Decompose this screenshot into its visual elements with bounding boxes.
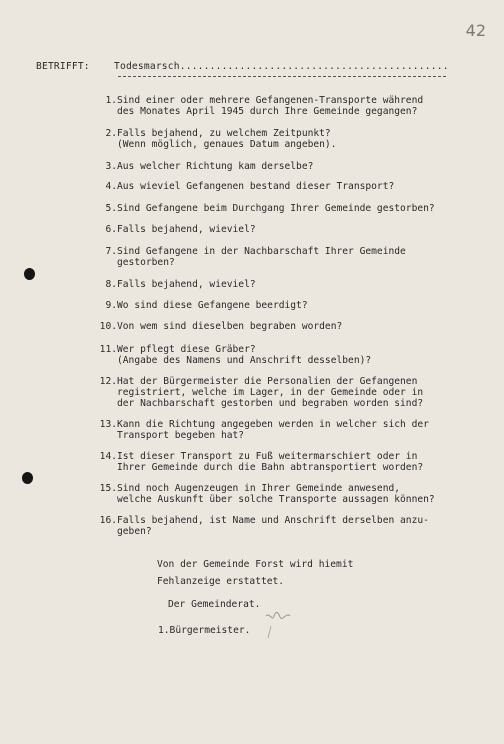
question-line: registriert, welche im Lager, in der Gemeinde oder in <box>117 387 424 398</box>
question-number: 5. <box>105 203 117 214</box>
question-number: 8. <box>105 279 117 290</box>
question-line: (Wenn möglich, genaues Datum angeben). <box>117 139 337 150</box>
handwritten-signature <box>262 608 296 642</box>
question-number: 14. <box>99 451 117 462</box>
question-item <box>88 515 468 537</box>
question-line: Transport begeben hat? <box>117 430 245 441</box>
question-item <box>88 321 468 332</box>
question-item <box>88 300 468 311</box>
question-line: geben? <box>117 526 152 537</box>
question-number: 9. <box>105 300 117 311</box>
question-line: Aus welcher Richtung kam derselbe? <box>117 161 314 172</box>
question-line: Falls bejahend, wieviel? <box>117 279 256 290</box>
question-line: der Nachbarschaft gestorben und begraben worden sind? <box>117 398 424 409</box>
question-line: Falls bejahend, wieviel? <box>117 224 256 235</box>
statement-line-2: Fehlanzeige erstattet. <box>157 576 285 587</box>
punch-hole-upper <box>24 268 35 280</box>
question-line: Ihrer Gemeinde durch die Bahn abtransportiert worden? <box>117 462 424 473</box>
question-line: Aus wieviel Gefangenen bestand dieser Transport? <box>117 181 395 192</box>
question-line: Hat der Bürgermeister die Personalien der Gefangenen <box>117 376 418 387</box>
question-item <box>88 181 468 192</box>
question-line: Wer pflegt diese Gräber? <box>117 344 256 355</box>
question-item <box>88 419 468 441</box>
question-number: 12. <box>99 376 117 387</box>
question-item <box>88 376 468 409</box>
question-line: Wo sind diese Gefangene beerdigt? <box>117 300 308 311</box>
question-number: 2. <box>105 128 117 139</box>
question-item <box>88 128 468 150</box>
question-number: 1. <box>105 95 117 106</box>
question-line: Falls bejahend, zu welchem Zeitpunkt? <box>117 128 331 139</box>
question-number: 11. <box>99 344 117 355</box>
council-signature-label: Der Gemeinderat. <box>168 599 261 610</box>
question-number: 3. <box>105 161 117 172</box>
question-line: Sind Gefangene in der Nachbarschaft Ihrer Gemeinde <box>117 246 406 257</box>
punch-hole-lower <box>22 472 33 484</box>
question-number: 4. <box>105 181 117 192</box>
question-line: Von wem sind dieselben begraben worden? <box>117 321 343 332</box>
statement-line-1: Von der Gemeinde Forst wird hiemit <box>157 559 354 570</box>
question-number: 6. <box>105 224 117 235</box>
question-number: 10. <box>99 321 117 332</box>
question-item <box>88 224 468 235</box>
question-item <box>88 279 468 290</box>
question-item <box>88 483 468 505</box>
question-line: Sind einer oder mehrere Gefangenen-Transporte während <box>117 95 424 106</box>
question-line: des Monates April 1945 durch Ihre Gemeinde gegangen? <box>117 106 418 117</box>
question-line: (Angabe des Namens und Anschrift desselben)? <box>117 355 372 366</box>
question-item <box>88 161 468 172</box>
question-number: 16. <box>99 515 117 526</box>
question-item <box>88 95 468 117</box>
question-line: Falls bejahend, ist Name und Anschrift derselben anzu- <box>117 515 429 526</box>
question-item <box>88 203 468 214</box>
question-number: 7. <box>105 246 117 257</box>
subject-title: Todesmarsch <box>114 61 180 72</box>
question-number: 15. <box>99 483 117 494</box>
underline-dashes <box>118 76 446 77</box>
question-item <box>88 246 468 268</box>
subject-line <box>36 61 449 72</box>
question-item <box>88 451 468 473</box>
subject-label: BETRIFFT: <box>36 61 90 72</box>
question-line: gestorben? <box>117 257 175 268</box>
question-line: Sind Gefangene beim Durchgang Ihrer Gemeinde gestorben? <box>117 203 435 214</box>
dotted-leader: ............................................. <box>179 61 449 72</box>
mayor-signature-label: 1.Bürgermeister. <box>158 625 251 636</box>
question-number: 13. <box>99 419 117 430</box>
question-line: Ist dieser Transport zu Fuß weitermarschiert oder in <box>117 451 418 462</box>
question-line: Kann die Richtung angegeben werden in welcher sich der <box>117 419 429 430</box>
page-number: 42 <box>465 21 486 40</box>
question-line: Sind noch Augenzeugen in Ihrer Gemeinde anwesend, <box>117 483 401 494</box>
question-item <box>88 344 468 366</box>
question-line: welche Auskunft über solche Transporte aussagen können? <box>117 494 435 505</box>
